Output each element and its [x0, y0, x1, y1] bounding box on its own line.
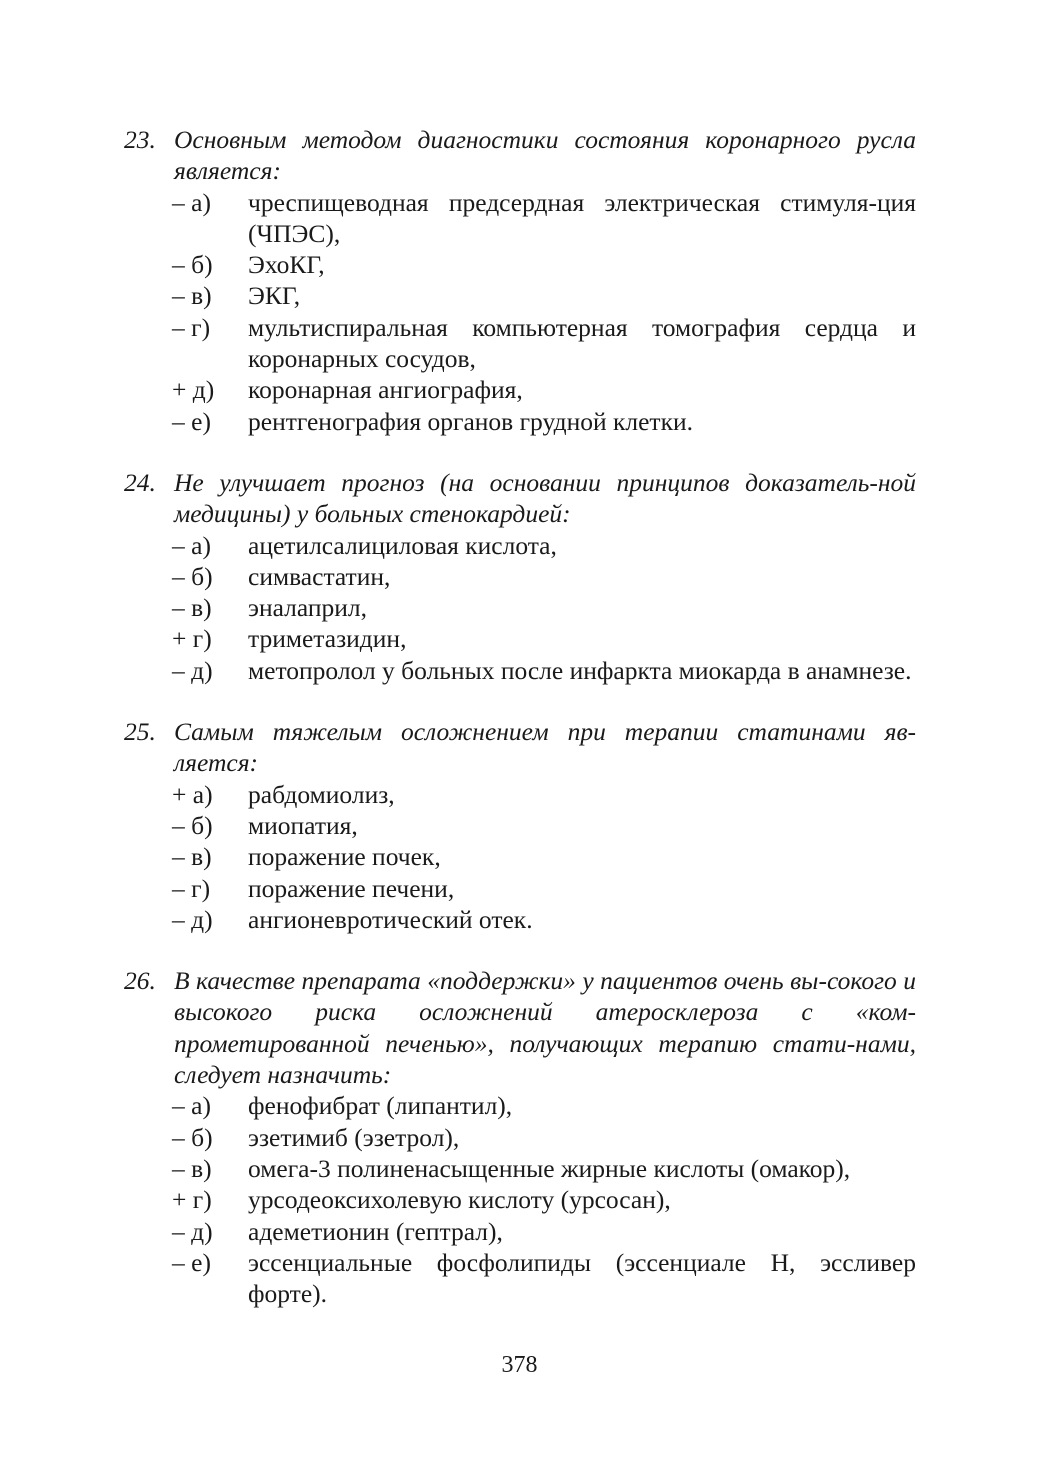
answer-option: [124, 530, 916, 561]
option-text: адеметионин (гептрал),: [248, 1216, 503, 1246]
answer-option-correct: [124, 1184, 916, 1215]
option-text: рабдомиолиз,: [248, 779, 395, 809]
option-marker: – б): [172, 561, 213, 591]
option-marker: – д): [172, 655, 213, 685]
option-text: фенофибрат (липантил),: [248, 1091, 513, 1121]
answer-option: [124, 904, 916, 935]
answer-option: [124, 1122, 916, 1153]
answer-option: [124, 280, 916, 311]
option-text: омега-3 полиненасыщенные жирные кислоты (омакор),: [248, 1153, 851, 1183]
answer-option: [124, 1216, 916, 1247]
answer-option: [124, 873, 916, 904]
option-marker: – а): [172, 187, 211, 217]
option-marker: + д): [172, 375, 215, 405]
answer-option: [124, 187, 916, 250]
question-header: [124, 124, 916, 187]
option-marker: – г): [172, 873, 211, 903]
option-text: чреспищеводная предсердная электрическая стимуля-ция (ЧПЭС),: [248, 187, 916, 248]
option-text: коронарная ангиография,: [248, 375, 523, 405]
option-text: урсодеоксихолевую кислоту (урсосан),: [248, 1185, 671, 1215]
option-marker: – д): [172, 904, 213, 934]
answer-option-correct: [124, 374, 916, 405]
option-text: эналаприл,: [248, 593, 367, 623]
option-text: поражение почек,: [248, 842, 441, 872]
question-text: Самым тяжелым осложнением при терапии статинами яв-ляется:: [174, 717, 916, 778]
question-header: [124, 716, 916, 779]
question-text: Не улучшает прогноз (на основании принципов доказатель-ной медицины) у больных стенокардией:: [174, 467, 916, 529]
answer-options: [124, 530, 916, 686]
option-text: миопатия,: [248, 810, 358, 840]
question-number: 26.: [124, 966, 156, 996]
question-number: 25.: [124, 717, 156, 747]
option-text: ацетилсалициловая кислота,: [248, 530, 557, 560]
question-23: [124, 124, 916, 437]
option-text: эссенциальные фосфолипиды (эссенциале Н, эссливер форте).: [248, 1247, 916, 1309]
option-marker: – в): [172, 281, 212, 311]
option-text: эзетимиб (эзетрол),: [248, 1122, 460, 1152]
option-marker: – а): [172, 1091, 211, 1121]
option-marker: + а): [172, 779, 213, 809]
option-marker: – в): [172, 842, 212, 872]
question-header: [124, 965, 916, 1090]
answer-option: [124, 249, 916, 280]
question-text: Основным методом диагностики состояния коронарного русла является:: [174, 125, 916, 186]
option-text: метопролол у больных после инфаркта миокарда в анамнезе.: [248, 655, 912, 685]
option-marker: – в): [172, 1153, 212, 1183]
question-24: [124, 467, 916, 686]
option-text: симвастатин,: [248, 561, 391, 591]
question-number: 23.: [124, 125, 156, 154]
page-content: [124, 124, 916, 1339]
option-text: ЭКГ,: [248, 281, 301, 311]
option-text: триметазидин,: [248, 624, 407, 654]
answer-option: [124, 406, 916, 437]
option-marker: – а): [172, 530, 211, 560]
answer-option: [124, 1247, 916, 1310]
question-header: [124, 467, 916, 530]
answer-option: [124, 312, 916, 375]
question-text: В качестве препарата «поддержки» у пациентов очень вы-сокого и высокого риска осложнений атеросклероза с «ком-прометированной печенью», получающих терапию стати-нами, следует назначить:: [174, 966, 916, 1090]
option-marker: – б): [172, 1122, 213, 1152]
question-number: 24.: [124, 467, 156, 497]
option-marker: – д): [172, 1216, 213, 1246]
option-text: поражение печени,: [248, 873, 455, 903]
answer-options: [124, 1090, 916, 1309]
option-text: ангионевротический отек.: [248, 904, 533, 934]
answer-option: [124, 655, 916, 686]
option-text: мультиспиральная компьютерная томография сердца и коронарных сосудов,: [248, 312, 916, 374]
answer-option: [124, 592, 916, 623]
option-marker: – е): [172, 1247, 211, 1277]
question-25: [124, 716, 916, 935]
option-marker: + г): [172, 624, 212, 654]
question-26: [124, 965, 916, 1309]
answer-option: [124, 1090, 916, 1121]
answer-options: [124, 187, 916, 437]
answer-option: [124, 561, 916, 592]
answer-option: [124, 841, 916, 872]
answer-option: [124, 1153, 916, 1184]
option-marker: – е): [172, 406, 211, 436]
option-marker: – б): [172, 810, 213, 840]
answer-option: [124, 810, 916, 841]
answer-option-correct: [124, 623, 916, 654]
option-marker: + г): [172, 1185, 212, 1215]
option-text: ЭхоКГ,: [248, 250, 325, 280]
answer-options: [124, 779, 916, 935]
option-marker: – г): [172, 312, 211, 342]
option-marker: – в): [172, 593, 212, 623]
option-text: рентгенография органов грудной клетки.: [248, 406, 693, 436]
option-marker: – б): [172, 250, 213, 280]
page-number: 378: [501, 1352, 538, 1378]
answer-option-correct: [124, 779, 916, 810]
